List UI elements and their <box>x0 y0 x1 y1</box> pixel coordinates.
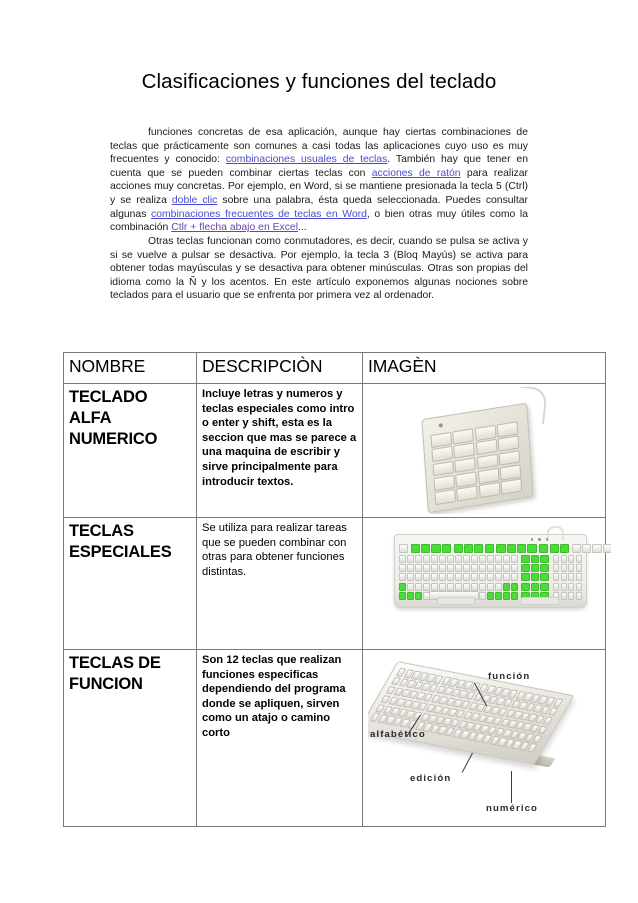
keyboard-led-indicators <box>531 538 549 541</box>
link-acciones-raton[interactable]: acciones de ratón <box>371 167 461 179</box>
column-header-imagen: IMAGÈN <box>363 353 606 384</box>
paragraph-1-segment-5: , o bien otras muy útiles como la combinación <box>110 208 528 234</box>
row-description-teclado-alfa-numerico: Incluye letras y numeros y teclas especiales como intro o enter y shift, esta es la seccion que mas se parece a una maquina de escribir y sirve principalmente para introducir textos. <box>197 384 363 518</box>
paragraph-1-segment-2: . También hay que tener en cuenta que se pueden combinar ciertas teclas con <box>110 154 528 179</box>
leader-line-edicion <box>462 753 473 773</box>
keyboard-cable <box>547 526 564 540</box>
keyboard-body-perspective <box>368 661 574 765</box>
link-combinaciones-word[interactable]: combinaciones frecuentes de teclas en Word <box>151 208 367 220</box>
keypad-body <box>421 403 533 514</box>
table-row <box>64 518 606 650</box>
paragraph-intro <box>110 126 528 235</box>
annotation-label-edicion: edición <box>410 773 452 784</box>
annotation-label-funcion: función <box>488 671 531 682</box>
column-header-nombre: NOMBRE <box>64 353 197 384</box>
numeric-key-block <box>553 555 582 600</box>
function-key-row <box>399 544 582 551</box>
table-row <box>64 650 606 827</box>
keypad-led-indicator <box>439 423 443 428</box>
row-image-cell-1 <box>363 384 606 518</box>
row-image-cell-3 <box>363 650 606 827</box>
numeric-keypad-photo <box>368 387 611 514</box>
page-title: Clasificaciones y funciones del teclado <box>141 70 497 93</box>
paragraph-1-segment-4: sobre una palabra, ésta queda seleccionada. Puedes consultar algunas <box>110 194 528 220</box>
keyboard-annotated-photo <box>368 653 611 823</box>
row-description-teclas-de-funcion: Son 12 teclas que realizan funciones especificas dependiendo del programa donde se apliquen, sirven como un atajo o camino corto <box>197 650 363 827</box>
paragraph-2-text: Otras teclas funcionan como conmutadores, es decir, cuando se pulsa se activa y si se vuelve a pulsar se desactiva. Por ejemplo, la tecla 3 (Bloq Mayús) se activa para obtener todas mayúsculas y se desactiva para obtener minúsculas. Otras son propias del idioma como la Ñ y los acentos. En este artículo exponemos algunas nociones sobre teclados para el usuario que se enfrenta por primera vez al ordenador. <box>110 236 528 302</box>
keyboard-classification-table <box>63 352 606 827</box>
keypad-key-grid <box>430 421 522 505</box>
table-row <box>64 384 606 518</box>
keyboard-body <box>394 534 587 608</box>
table-header-row <box>64 353 606 384</box>
row-name-teclas-especiales: TECLAS ESPECIALES <box>64 518 197 650</box>
row-description-teclas-especiales: Se utiliza para realizar tareas que se pueden combinar con otras para obtener funciones distintas. <box>197 518 363 650</box>
keyboard-front-left <box>437 597 475 605</box>
paragraph-conmutadores <box>110 235 528 303</box>
link-doble-clic[interactable]: doble clic <box>171 194 218 206</box>
keyboard-front-right <box>521 597 559 605</box>
row-image-cell-2 <box>363 518 606 650</box>
paragraph-1-segment-1: funciones concretas de esa aplicación, aunque hay ciertas combinaciones de teclas que prácticamente son comunes a casi todas las aplicaciones cuyo uso es muy frecuentes y conocido: <box>110 127 528 166</box>
annotation-label-numerico: numérico <box>486 803 538 814</box>
annotation-label-alfabetico: alfabético <box>370 729 426 740</box>
row-name-teclado-alfa-numerico: TECLADO ALFA NUMERICO <box>64 384 197 518</box>
leader-line-numerico <box>511 771 512 803</box>
paragraph-1-segment-3: para realizar acciones muy concretas. Por ejemplo, en Word, si se mantiene presionada la tecla 5 (Ctrl) y se realiza <box>110 167 528 206</box>
paragraph-1-segment-6: ... <box>298 222 307 234</box>
row-name-teclas-de-funcion: TECLAS DE FUNCION <box>64 650 197 827</box>
column-header-descripcion: DESCRIPCIÒN <box>197 353 363 384</box>
link-ctlr-flecha-excel[interactable]: Ctlr + flecha abajo en Excel <box>171 222 299 234</box>
navigation-key-block <box>521 555 549 600</box>
link-combinaciones-usuales[interactable]: combinaciones usuales de teclas <box>225 154 388 166</box>
keyboard-green-highlighted-photo <box>368 521 611 646</box>
